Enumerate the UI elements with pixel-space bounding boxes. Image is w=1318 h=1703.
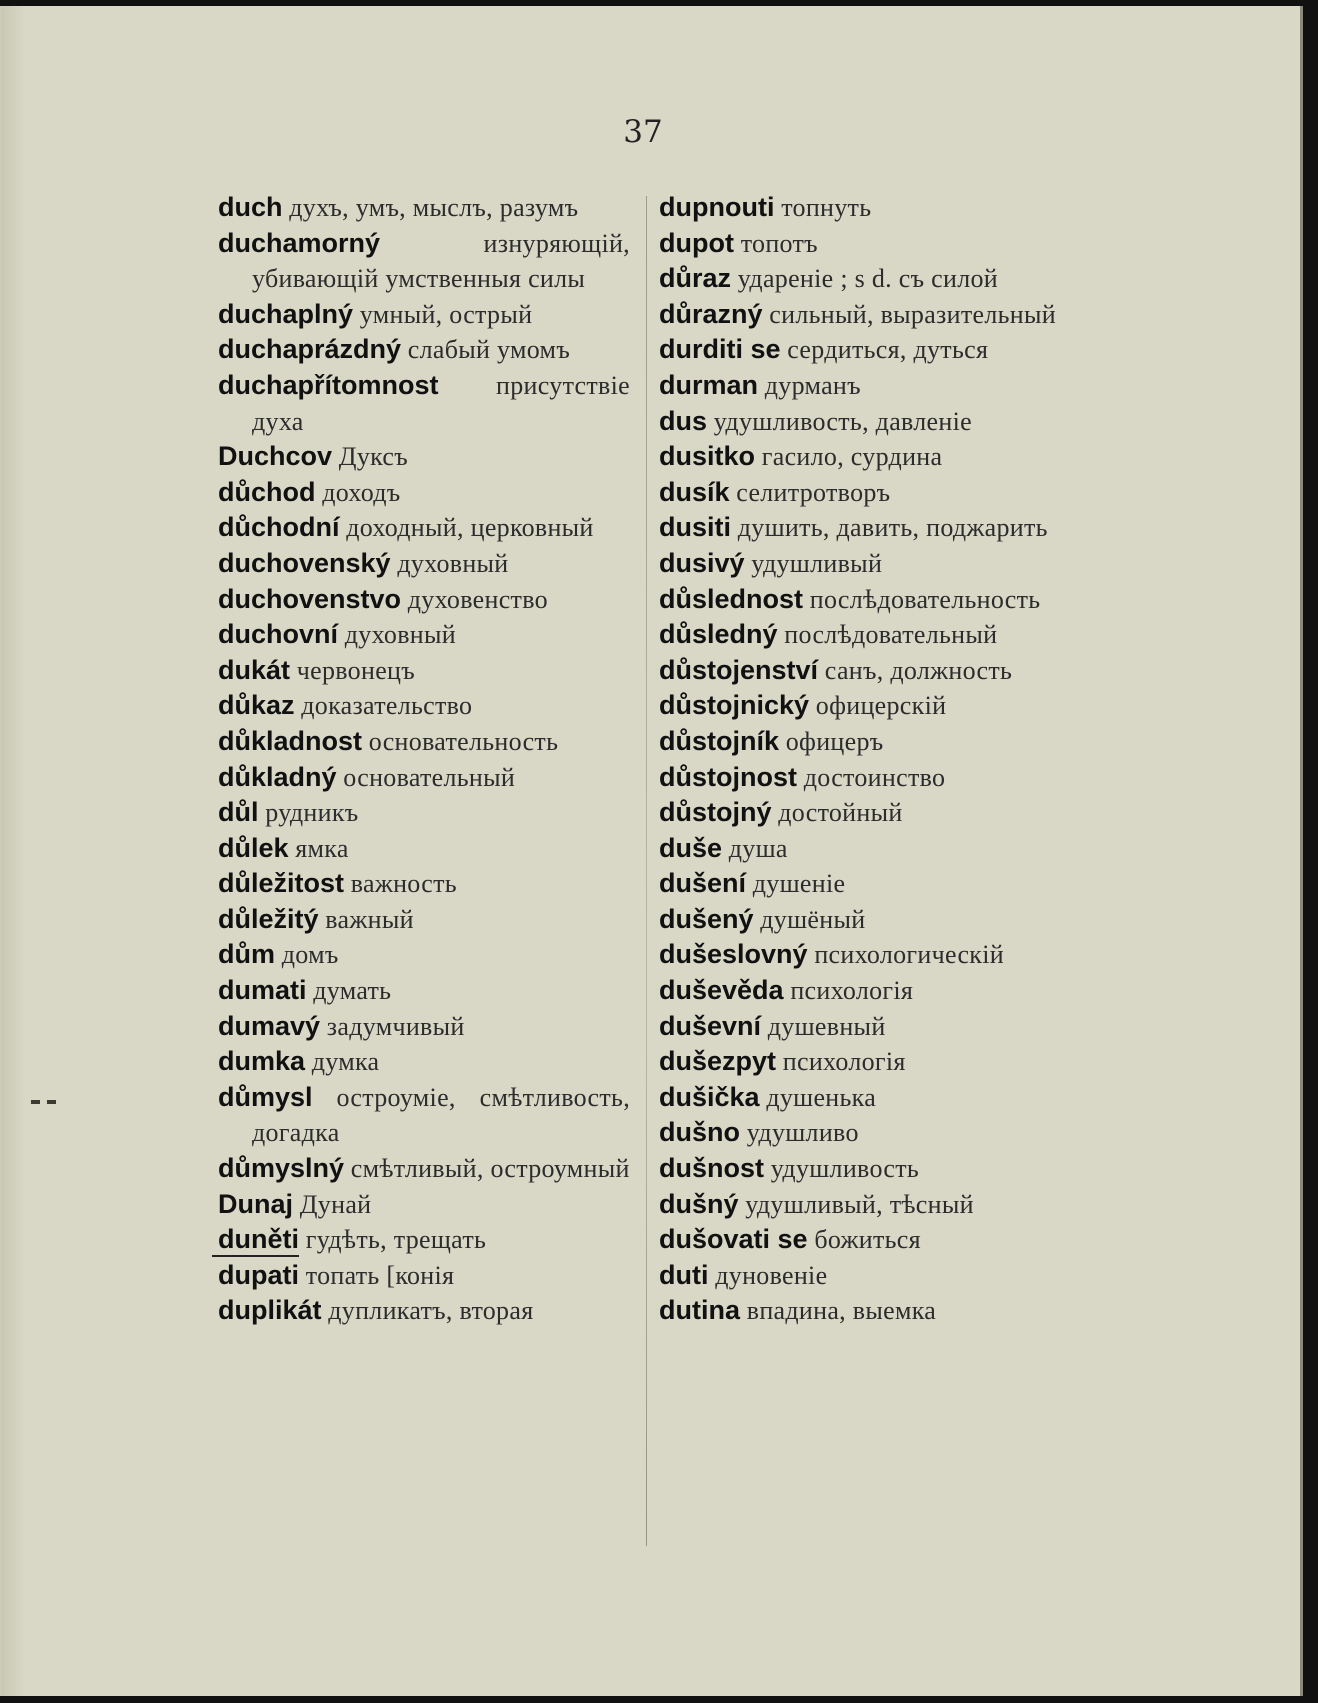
binding-shadow <box>1 6 25 1696</box>
headword: Dunaj <box>218 1188 294 1219</box>
definition: смѣтливый, остроумный <box>350 1154 630 1184</box>
headword: dupati <box>218 1259 299 1290</box>
dictionary-entry <box>659 1222 1073 1258</box>
headword: dušovati se <box>659 1224 808 1255</box>
dictionary-entry <box>218 1080 630 1151</box>
headword: duch <box>218 192 283 222</box>
definition: гудѣть, трещать <box>305 1225 487 1255</box>
dictionary-entry <box>218 1187 630 1223</box>
definition: послѣдовательный <box>784 620 998 650</box>
definition: дурманъ <box>764 370 861 400</box>
headword: dupnouti <box>659 192 775 222</box>
dictionary-entry <box>218 297 630 333</box>
headword: dům <box>218 939 275 970</box>
definition: важность <box>350 869 457 899</box>
headword: důstojenství <box>659 654 819 685</box>
headword: důmysl <box>218 1081 313 1112</box>
headword: durman <box>659 369 759 400</box>
dictionary-entry <box>218 332 630 368</box>
headword: důraz <box>659 263 732 294</box>
dictionary-entry <box>659 475 1073 511</box>
margin-mark <box>31 1100 40 1104</box>
headword: dumka <box>218 1046 306 1077</box>
definition: душеніе <box>752 869 846 899</box>
definition: удушливо <box>746 1118 859 1148</box>
dictionary-entry <box>659 1187 1073 1223</box>
definition: остроуміе, смѣтливость, догадка <box>252 1082 630 1148</box>
headword: důrazný <box>659 298 763 329</box>
dictionary-entry <box>659 1258 1073 1294</box>
definition: духовенство <box>407 584 548 614</box>
definition: важный <box>325 904 414 934</box>
page-number: 37 <box>623 114 663 150</box>
dictionary-entry <box>659 1115 1073 1151</box>
definition: изнуряющій, убивающій умственныя силы <box>252 228 630 294</box>
definition: душить, давить, поджарить <box>737 513 1048 543</box>
dictionary-entry <box>659 1009 1073 1045</box>
definition: дуновеніе <box>715 1260 828 1290</box>
dictionary-entry <box>218 1222 630 1258</box>
dictionary-entry <box>659 226 1073 262</box>
headword: důmyslný <box>218 1153 345 1184</box>
dictionary-entry <box>659 1293 1073 1329</box>
dictionary-entry <box>218 831 630 867</box>
headword: dukát <box>218 654 291 685</box>
dictionary-entry <box>218 724 630 760</box>
definition: домъ <box>281 940 339 970</box>
dictionary-entry <box>218 617 630 653</box>
definition: психологія <box>782 1047 906 1077</box>
headword: důchodní <box>218 512 340 543</box>
headword: duchaprázdný <box>218 334 402 365</box>
definition: достойный <box>778 798 903 828</box>
definition: духъ, умъ, мыслъ, разумъ <box>289 193 579 222</box>
headword: dušení <box>659 868 747 899</box>
definition: душёный <box>760 904 866 934</box>
dictionary-entry <box>659 760 1073 796</box>
definition: умный, острый <box>359 299 533 329</box>
definition: душевный <box>767 1011 886 1041</box>
dictionary-entry <box>659 688 1073 724</box>
dictionary-entry <box>659 831 1073 867</box>
headword: důkladný <box>218 761 337 792</box>
definition: задумчивый <box>326 1011 465 1041</box>
definition: душа <box>728 833 788 863</box>
headword: důkladnost <box>218 725 363 756</box>
dictionary-entry <box>218 1151 630 1187</box>
dictionary-entry <box>659 1044 1073 1080</box>
dictionary-entry <box>218 795 630 831</box>
headword-underlined: duněti <box>212 1224 299 1257</box>
headword: duchovenstvo <box>218 583 402 614</box>
definition: рудникъ <box>265 798 359 828</box>
dictionary-entry <box>659 582 1073 618</box>
page-edge <box>1300 6 1303 1696</box>
dictionary-entry <box>218 1293 630 1329</box>
headword: duplikát <box>218 1295 322 1326</box>
headword: důlek <box>218 832 289 863</box>
definition: санъ, должность <box>824 655 1013 685</box>
definition: топнуть <box>781 193 872 222</box>
headword: duchaplný <box>218 298 354 329</box>
headword: dušno <box>659 1117 740 1148</box>
headword: důstojnický <box>659 690 810 721</box>
dictionary-entry <box>218 582 630 618</box>
dictionary-entry <box>218 226 630 297</box>
definition: сильный, выразительный <box>769 299 1056 329</box>
dictionary-entry <box>218 688 630 724</box>
headword: dušnost <box>659 1153 764 1184</box>
definition: удушливый, тѣсный <box>745 1189 974 1219</box>
headword: důslednost <box>659 583 804 614</box>
dictionary-entry <box>218 653 630 689</box>
dictionary-entry <box>659 510 1073 546</box>
dictionary-entry <box>659 653 1073 689</box>
dictionary-entry <box>659 617 1073 653</box>
headword: dusivý <box>659 547 745 578</box>
headword: důležitý <box>218 903 319 934</box>
definition: селитротворъ <box>736 477 891 507</box>
dictionary-entry <box>218 973 630 1009</box>
dictionary-entry <box>659 866 1073 902</box>
dictionary-entry <box>659 724 1073 760</box>
dictionary-entry <box>218 760 630 796</box>
definition: сердиться, дуться <box>787 335 989 365</box>
dictionary-entry <box>218 546 630 582</box>
dictionary-entry <box>659 1151 1073 1187</box>
definition: присутствіе духа <box>252 370 630 436</box>
dictionary-entry <box>218 475 630 511</box>
definition: офицеръ <box>785 726 884 756</box>
headword: duchapřítomnost <box>218 369 439 400</box>
definition: ямка <box>295 833 349 863</box>
right-column <box>659 190 1073 1329</box>
definition: основательный <box>343 762 516 792</box>
headword: důchod <box>218 476 316 507</box>
definition: душенька <box>766 1082 877 1112</box>
definition: удушливость <box>770 1154 920 1184</box>
headword: dumati <box>218 975 307 1006</box>
headword: dupot <box>659 227 734 258</box>
dictionary-entry <box>218 1044 630 1080</box>
definition: думать <box>313 976 392 1006</box>
headword: dušený <box>659 903 754 934</box>
headword: duchamorný <box>218 227 381 258</box>
definition: удареніе ; s d. съ силой <box>737 264 998 294</box>
column-divider <box>646 196 647 1546</box>
headword: důsledný <box>659 619 778 650</box>
dictionary-entry <box>659 1080 1073 1116</box>
definition: психологическій <box>814 940 1004 970</box>
headword: dusiti <box>659 512 731 543</box>
headword: duševní <box>659 1010 762 1041</box>
headword: duti <box>659 1259 709 1290</box>
headword: dutina <box>659 1295 740 1326</box>
definition: духовный <box>397 548 509 578</box>
dictionary-entry <box>218 368 630 439</box>
headword: důstojný <box>659 797 772 828</box>
dictionary-entry <box>218 190 630 226</box>
definition: доказательство <box>301 691 473 721</box>
definition: доходъ <box>322 477 401 507</box>
dictionary-entry <box>218 937 630 973</box>
definition: думка <box>311 1047 380 1077</box>
headword: dušička <box>659 1081 760 1112</box>
dictionary-entry <box>218 866 630 902</box>
headword: dumavý <box>218 1010 321 1041</box>
definition: послѣдовательность <box>809 584 1041 614</box>
dictionary-entry <box>659 368 1073 404</box>
headword: důležitost <box>218 868 344 899</box>
definition: впадина, выемка <box>746 1296 937 1326</box>
headword: durditi se <box>659 334 781 365</box>
definition: дупликатъ, вторая <box>328 1296 534 1326</box>
definition: доходный, церковный <box>346 513 594 543</box>
headword: dušný <box>659 1188 739 1219</box>
headword: důstojník <box>659 725 779 756</box>
dictionary-entry <box>218 439 630 475</box>
headword: duchovenský <box>218 547 391 578</box>
definition: психологія <box>790 976 914 1006</box>
dictionary-entry <box>659 902 1073 938</box>
definition: червонецъ <box>296 655 415 685</box>
definition: божиться <box>814 1225 921 1255</box>
dictionary-entry <box>218 510 630 546</box>
definition: офицерскій <box>815 691 947 721</box>
definition: гасило, сурдина <box>761 442 943 472</box>
headword: dus <box>659 405 708 436</box>
dictionary-page <box>0 6 1303 1696</box>
dictionary-entry <box>659 937 1073 973</box>
definition: Дунай <box>299 1189 372 1219</box>
headword: dusitko <box>659 441 756 472</box>
definition: удушливый <box>751 548 883 578</box>
definition: топотъ <box>740 228 818 258</box>
dictionary-entry <box>659 261 1073 297</box>
headword: duše <box>659 832 723 863</box>
dictionary-entry <box>659 439 1073 475</box>
headword: duševěda <box>659 975 784 1006</box>
definition: достоинство <box>803 762 946 792</box>
headword: důl <box>218 797 259 828</box>
dictionary-entry <box>218 1009 630 1045</box>
dictionary-entry <box>659 973 1073 1009</box>
headword: duchovní <box>218 619 338 650</box>
definition: удушливость, давленіе <box>713 406 972 436</box>
definition: топать [конія <box>305 1260 455 1290</box>
definition: Дуксъ <box>338 442 408 472</box>
dictionary-entry <box>218 902 630 938</box>
headword: dusík <box>659 476 730 507</box>
dictionary-entry <box>659 404 1073 440</box>
headword: dušezpyt <box>659 1046 777 1077</box>
headword: důstojnost <box>659 761 797 792</box>
dictionary-entry <box>659 332 1073 368</box>
definition: духовный <box>344 620 456 650</box>
dictionary-entry <box>659 795 1073 831</box>
definition: основательность <box>368 726 559 756</box>
definition: слабый умомъ <box>407 335 571 365</box>
left-column <box>218 190 630 1329</box>
headword: dušeslovný <box>659 939 808 970</box>
dictionary-entry <box>659 546 1073 582</box>
headword: Duchcov <box>218 441 333 472</box>
headword: důkaz <box>218 690 295 721</box>
dictionary-entry <box>659 297 1073 333</box>
dictionary-entry <box>218 1258 630 1294</box>
dictionary-entry <box>659 190 1073 226</box>
margin-mark <box>47 1100 56 1104</box>
